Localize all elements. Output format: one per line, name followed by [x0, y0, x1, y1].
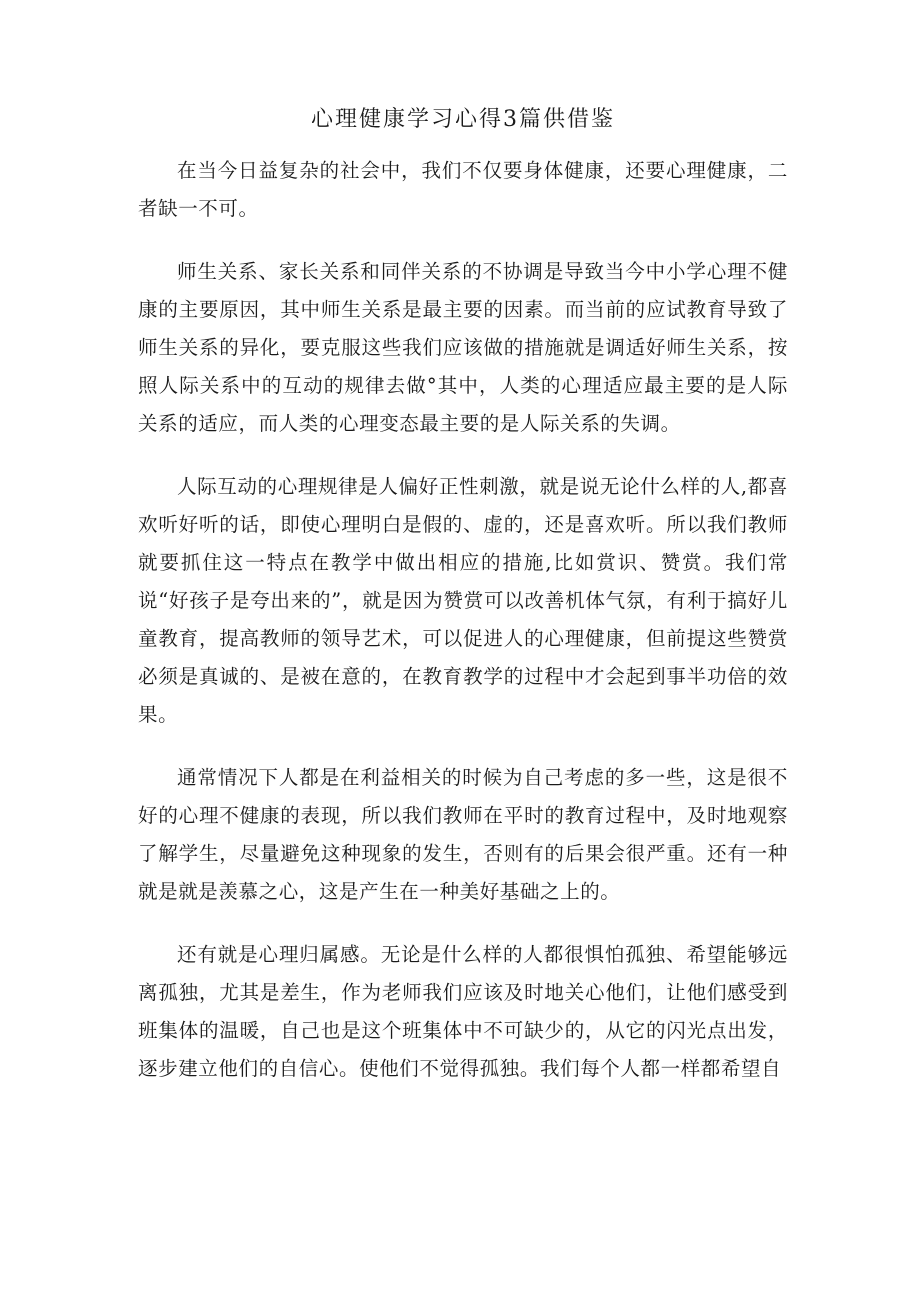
page-title: 心理健康学习心得3篇供借鉴	[311, 107, 615, 132]
paragraph-5: 还有就是心理归属感。无论是什么样的人都很惧怕孤独、希望能够远离孤独，尤其是差生，作为老师我们应该及时地关心他们，让他们感受到班集体的温暖，自己也是这个班集体中不可缺少的，从它的闪光点出发，逐步建立他们的自信心。使他们不觉得孤独。我们每个人都一样都希望自	[138, 943, 788, 1080]
paragraph-4: 通常情况下人都是在利益相关的时候为自己考虑的多一些，这是很不好的心理不健康的表现，所以我们教师在平时的教育过程中，及时地观察了解学生，尽量避免这种现象的发生，否则有的后果会很严重。还有一种就是就是羡慕之心，这是产生在一种美好基础之上的。	[138, 766, 788, 903]
paragraph-2: 师生关系、家长关系和同伴关系的不协调是导致当今中小学心理不健康的主要原因，其中师生关系是最主要的因素。而当前的应试教育导致了师生关系的异化，要克服这些我们应该做的措施就是调适好师生关系，按照人际关系中的互动的规律去做°其中，人类的心理适应最主要的是人际关系的适应，而人类的心理变态最主要的是人际关系的失调。	[138, 260, 788, 435]
document-page	[138, 0, 788, 1088]
paragraph-3: 人际互动的心理规律是人偏好正性刺激，就是说无论什么样的人,都喜欢听好听的话，即使心理明白是假的、虚的，还是喜欢听。所以我们教师就要抓住这一特点在教学中做出相应的措施,比如赏识、赞赏。我们常说“好孩子是夸出来的”，就是因为赞赏可以改善机体气氛，有利于搞好儿童教育，提高教师的领导艺术，可以促进人的心理健康，但前提这些赞赏必须是真诚的、是被在意的，在教育教学的过程中才会起到事半功倍的效果。	[138, 475, 788, 726]
paragraph-1: 在当今日益复杂的社会中，我们不仅要身体健康，还要心理健康，二者缺一不可。	[138, 159, 788, 220]
